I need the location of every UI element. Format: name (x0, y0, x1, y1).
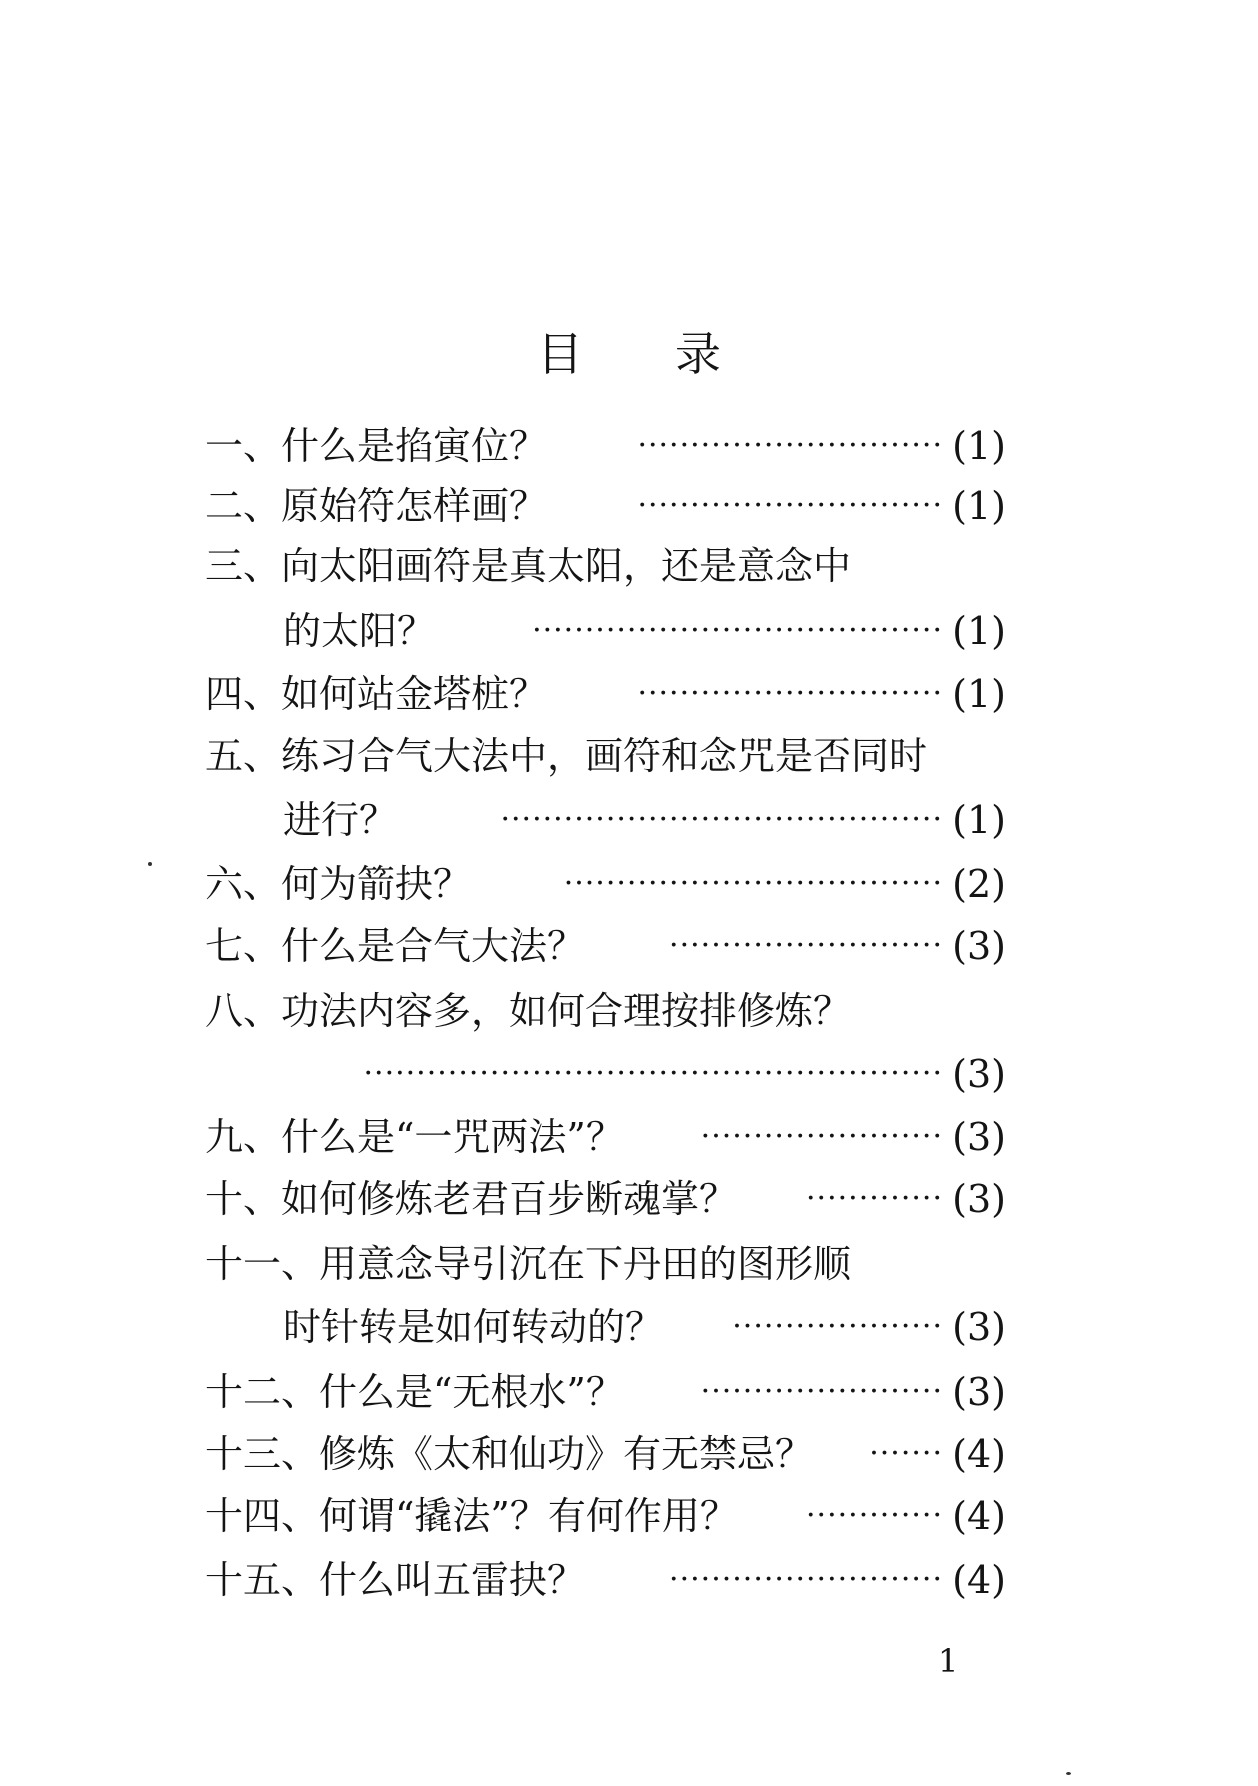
leader-dots: ····························· (637, 676, 943, 711)
toc-entry (205, 1492, 1005, 1540)
leader-dots: ···················· (732, 1309, 943, 1344)
toc-entry (205, 1556, 1005, 1604)
toc-entry-title: 五、练习合气大法中，画符和念咒是否同时 (205, 734, 928, 778)
leader-dots: ·························· (669, 928, 943, 963)
toc-entry-title-continued: 时针转是如何转动的？ (283, 1305, 664, 1349)
toc-entry-page: (4) (952, 1432, 1006, 1476)
toc-entry-continuation (205, 796, 1005, 844)
toc-entry-page: (1) (952, 484, 1006, 528)
toc-entry (205, 670, 1005, 718)
toc-entry-page: (4) (952, 1494, 1006, 1538)
toc-entry (205, 482, 1005, 530)
leader-dots: ············· (806, 1181, 943, 1216)
toc-entry-page: (1) (952, 609, 1006, 653)
toc-entry (205, 1368, 1005, 1416)
toc-entry-title: 三、向太阳画符是真太阳，还是意念中 (205, 544, 852, 588)
leader-dots: ······················· (700, 1374, 943, 1409)
toc-entry (205, 732, 1005, 780)
toc-entry-title: 八、功法内容多，如何合理按排修炼？ (205, 989, 852, 1033)
toc-entry (205, 987, 1005, 1035)
leader-dots: ···································· (563, 866, 943, 901)
title-char-2: 录 (675, 327, 721, 381)
toc-entry-title: 十五、什么叫五雷抉？ (205, 1558, 586, 1602)
toc-entry (205, 860, 1005, 908)
page-title (0, 318, 1258, 384)
leader-dots: ·························· (669, 1562, 943, 1597)
toc-entry (205, 922, 1005, 970)
toc-entry-page: (3) (952, 1305, 1006, 1349)
toc-entry-title: 十二、什么是“无根水”？ (205, 1370, 624, 1414)
toc-entry-page: (3) (952, 1052, 1006, 1096)
page-number: 1 (938, 1642, 959, 1680)
toc-entry (205, 542, 1005, 590)
toc-entry-title: 二、原始符怎样画？ (205, 484, 548, 528)
toc-entry-continuation (205, 1050, 1005, 1098)
title-char-1: 目 (537, 327, 583, 381)
toc-entry-page: (1) (952, 798, 1006, 842)
toc-entry-title-continued: 进行？ (283, 798, 398, 842)
leader-dots: ······································· (532, 613, 943, 648)
toc-entry (205, 1175, 1005, 1223)
leader-dots: ············· (806, 1498, 943, 1533)
toc-entry-title: 十、如何修炼老君百步断魂掌？ (205, 1177, 738, 1221)
toc-entry-page: (1) (952, 424, 1006, 468)
toc-entry-title: 十四、何谓“撬法”？有何作用？ (205, 1494, 738, 1538)
leader-dots: ····························· (637, 428, 943, 463)
toc-entry-page: (1) (952, 672, 1006, 716)
leader-dots: ······· (869, 1436, 943, 1471)
toc-entry-page: (3) (952, 1370, 1006, 1414)
toc-entry (205, 1240, 1005, 1288)
toc-entry-title: 十一、用意念导引沉在下丹田的图形顺 (205, 1242, 852, 1286)
scan-speck (1066, 1772, 1071, 1775)
toc-entry-title: 七、什么是合气大法？ (205, 924, 586, 968)
toc-entry (205, 1430, 1005, 1478)
toc-entry-continuation (205, 607, 1005, 655)
toc-entry-title: 十三、修炼《太和仙功》有无禁忌？ (205, 1432, 814, 1476)
toc-entry-page: (4) (952, 1558, 1006, 1602)
scan-speck (148, 862, 152, 866)
toc-entry-continuation (205, 1303, 1005, 1351)
toc-entry-page: (3) (952, 924, 1006, 968)
toc-entry-page: (3) (952, 1115, 1006, 1159)
toc-entry-page: (2) (952, 862, 1006, 906)
toc-entry (205, 1113, 1005, 1161)
toc-entry (205, 422, 1005, 470)
leader-dots: ·········································· (500, 802, 943, 837)
toc-entry-page: (3) (952, 1177, 1006, 1221)
toc-entry-title-continued: 的太阳？ (283, 609, 436, 653)
leader-dots: ····························· (637, 488, 943, 523)
toc-entry-title: 九、什么是“一咒两法”？ (205, 1115, 624, 1159)
leader-dots: ······················· (700, 1119, 943, 1154)
toc-entry-title: 一、什么是掐寅位？ (205, 424, 548, 468)
toc-entry-title: 六、何为箭抉？ (205, 862, 472, 906)
leader-dots: ······················································· (363, 1056, 943, 1091)
toc-entry-title: 四、如何站金塔桩？ (205, 672, 548, 716)
